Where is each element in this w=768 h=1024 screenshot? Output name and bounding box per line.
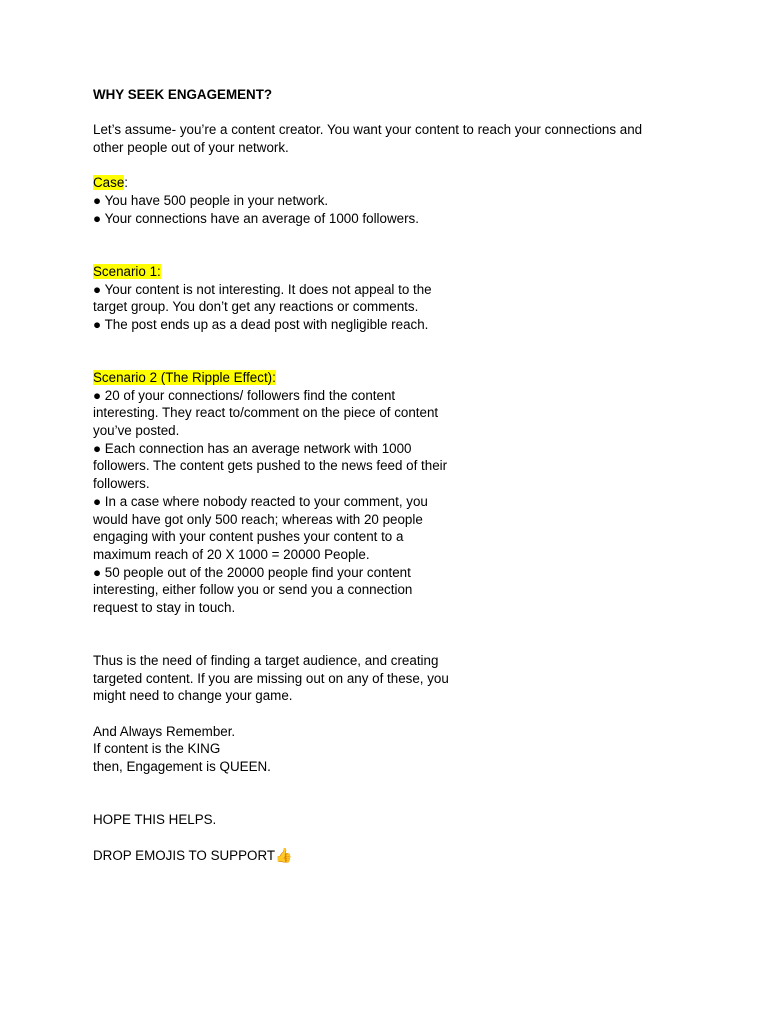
spacer [93,705,693,723]
case-bullet: ● You have 500 people in your network. [93,193,329,209]
conclusion-line: might need to change your game. [93,688,293,704]
scenario2-line: followers. The content gets pushed to the news feed of their [93,458,448,474]
spacer [93,351,693,369]
case-bullet: ● Your connections have an average of 1000 followers. [93,210,419,226]
scenario2-line: interesting, either follow you or send you a connection [93,582,413,598]
intro-line: other people out of your network. [93,140,289,156]
case-section [93,174,693,227]
document-page [93,86,693,864]
drop-line [93,847,693,865]
scenario2-line: would have got only 500 reach; whereas with 20 people [93,511,423,527]
case-heading-colon: : [124,175,128,191]
scenario2-line: maximum reach of 20 X 1000 = 20000 People. [93,546,370,562]
scenario1-heading-line [93,263,693,281]
scenario1-line: ● The post ends up as a dead post with negligible reach. [93,316,429,332]
scenario1-section [93,263,693,334]
scenario1-line: target group. You don’t get any reactions or comments. [93,299,419,315]
spacer [93,634,693,652]
scenario2-line: ● Each connection has an average network with 1000 [93,440,412,456]
scenario2-line: interesting. They react to/comment on the piece of content [93,405,439,421]
drop-text: DROP EMOJIS TO SUPPORT [93,847,276,863]
spacer [93,104,693,122]
case-heading: Case [93,175,125,191]
document-title: WHY SEEK ENGAGEMENT? [93,87,273,102]
spacer [93,334,693,352]
scenario2-line: you’ve posted. [93,423,180,439]
spacer [93,228,693,246]
scenario2-line: ● 20 of your connections/ followers find the content [93,387,396,403]
conclusion-line: targeted content. If you are missing out on any of these, you [93,670,449,686]
scenario1-heading: Scenario 1: [93,263,161,279]
spacer [93,157,693,175]
remember-paragraph [93,723,693,776]
scenario2-heading: Scenario 2 (The Ripple Effect): [93,370,276,385]
remember-line: If content is the KING [93,741,221,757]
scenario2-line: ● 50 people out of the 20000 people find your content [93,564,411,580]
scenario2-line: ● In a case where nobody reacted to your comment, you [93,493,428,509]
scenario1-line: ● Your content is not interesting. It does not appeal to the [93,281,432,297]
conclusion-paragraph [93,652,693,705]
scenario2-line: followers. [93,476,150,492]
spacer [93,245,693,263]
spacer [93,776,693,794]
scenario2-heading-line [93,369,693,387]
thumbs-up-icon: 👍 [275,847,293,864]
scenario2-section [93,369,693,617]
spacer [93,829,693,847]
intro-paragraph [93,121,693,156]
remember-line: then, Engagement is QUEEN. [93,759,271,775]
remember-line: And Always Remember. [93,723,236,739]
case-heading-line [93,174,693,192]
hope-line: HOPE THIS HELPS. [93,812,217,828]
scenario2-line: request to stay in touch. [93,599,236,615]
conclusion-line: Thus is the need of finding a target audience, and creating [93,653,439,668]
spacer [93,617,693,635]
intro-line: Let’s assume- you’re a content creator. You want your content to reach your connections and [93,122,643,138]
scenario2-line: engaging with your content pushes your content to a [93,529,404,545]
spacer [93,794,693,812]
